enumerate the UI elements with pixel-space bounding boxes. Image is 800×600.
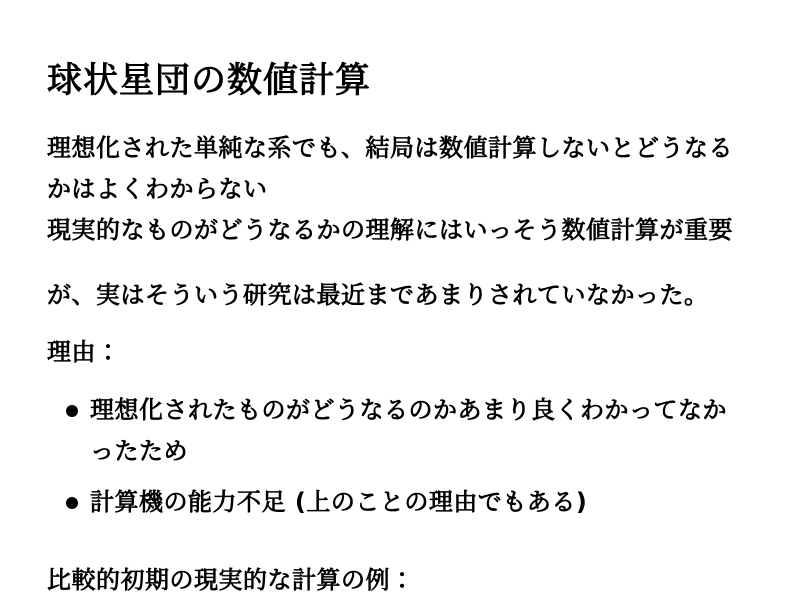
- bullet-text-idealized-unknown: 理想化されたものがどうなるのかあまり良くわかってなかったため: [90, 396, 727, 465]
- reason-list: [66, 390, 756, 533]
- paragraph-research-lacking: が、実はそういう研究は最近まであまりされていなかった。: [47, 281, 709, 309]
- page-title: 球状星団の数値計算: [47, 61, 372, 101]
- paragraph-idealized-system: 理想化された単純な系でも、結局は数値計算しないとどうなるかはよくわからない: [47, 134, 733, 203]
- reason-heading: 理由：: [47, 338, 121, 366]
- bullet-text-computer-capability: 計算機の能力不足 (上のことの理由でもある): [90, 488, 588, 516]
- bullet-icon: [66, 497, 78, 509]
- list-item: [66, 390, 756, 472]
- paragraph-realistic-importance: 現実的なものがどうなるかの理解にはいっそう数値計算が重要: [47, 216, 733, 244]
- bullet-icon: [66, 405, 78, 417]
- list-item: [66, 482, 756, 523]
- footer-example-heading: 比較的初期の現実的な計算の例：: [47, 566, 415, 594]
